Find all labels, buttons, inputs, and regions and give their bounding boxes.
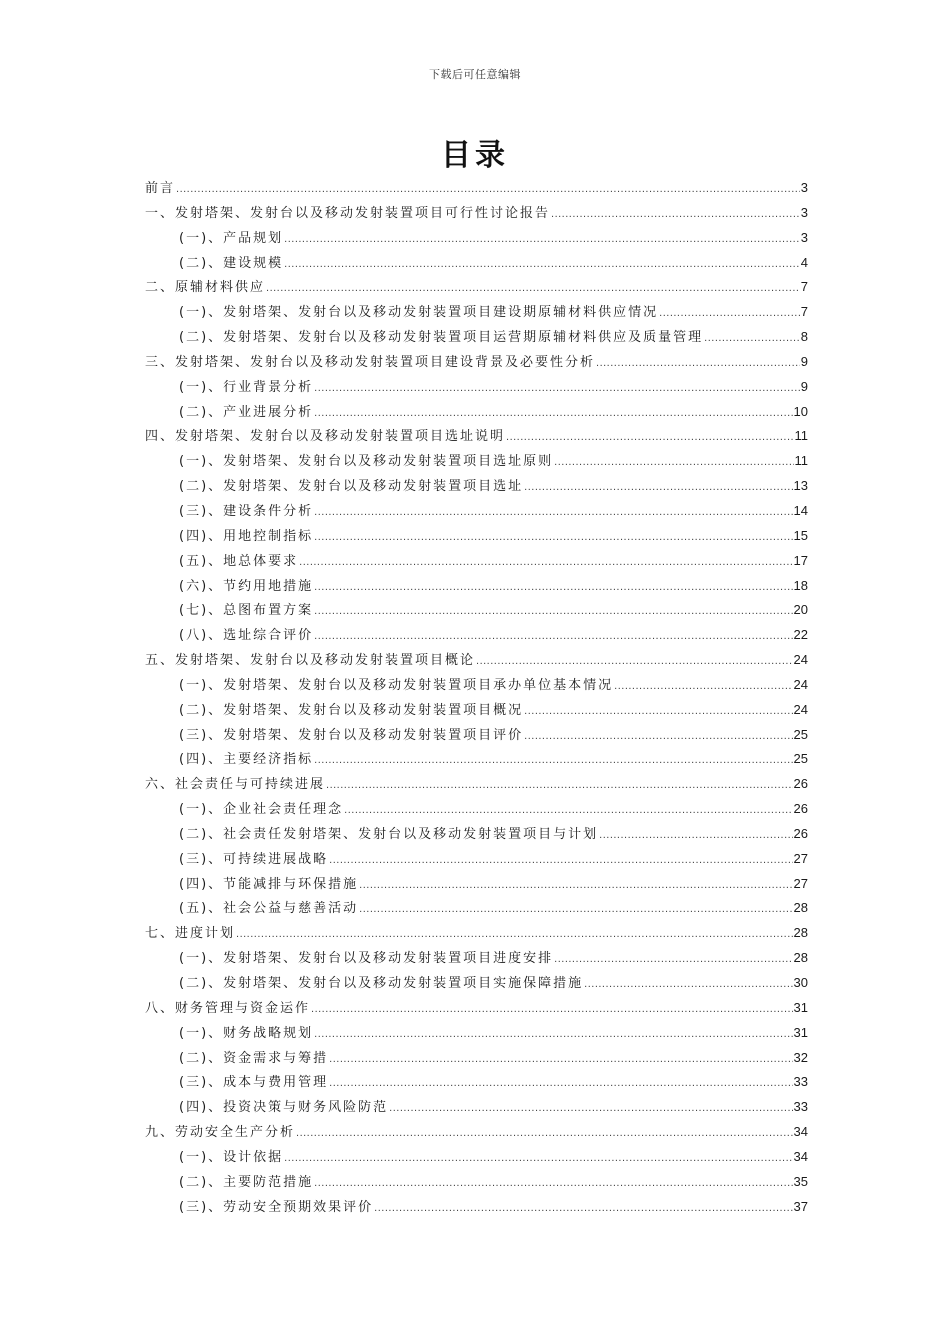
toc-entry-page: 26 — [793, 825, 808, 841]
toc-dot-leader — [329, 848, 792, 873]
toc-dot-leader — [344, 798, 792, 823]
toc-entry[interactable] — [145, 698, 808, 723]
toc-entry-label: 前言 — [145, 181, 176, 196]
toc-entry-page: 11 — [794, 428, 808, 444]
toc-entry-page: 13 — [793, 478, 808, 494]
toc-entry-label: (三)、发射塔架、发射台以及移动发射装置项目评价 — [179, 727, 524, 743]
toc-entry-page: 25 — [793, 726, 808, 742]
toc-entry[interactable] — [145, 549, 808, 574]
toc-dot-leader — [599, 823, 792, 848]
toc-entry-label: 五、发射塔架、发射台以及移动发射装置项目概论 — [145, 653, 476, 669]
toc-entry[interactable] — [145, 996, 808, 1021]
toc-entry[interactable] — [145, 1046, 808, 1071]
toc-entry-page: 10 — [793, 403, 808, 419]
toc-entry-label: (一)、行业背景分析 — [179, 379, 314, 395]
toc-entry[interactable] — [145, 1195, 808, 1220]
toc-entry-page: 31 — [793, 1024, 808, 1040]
toc-dot-leader — [314, 500, 792, 525]
toc-entry[interactable] — [145, 772, 808, 797]
toc-entry-page: 33 — [793, 1099, 808, 1115]
toc-entry-page: 35 — [793, 1173, 808, 1189]
toc-entry[interactable] — [145, 251, 808, 276]
toc-dot-leader — [314, 525, 792, 550]
toc-entry[interactable] — [145, 921, 808, 946]
toc-entry[interactable] — [145, 424, 808, 449]
toc-entry-page: 34 — [793, 1148, 808, 1164]
toc-entry[interactable] — [145, 797, 808, 822]
toc-dot-leader — [284, 1146, 792, 1171]
toc-entry-page: 30 — [793, 975, 808, 990]
toc-dot-leader — [176, 177, 800, 202]
toc-entry-page: 9 — [800, 378, 808, 394]
toc-entry[interactable] — [145, 325, 808, 350]
toc-entry[interactable] — [145, 300, 808, 325]
toc-entry[interactable] — [145, 574, 808, 599]
toc-entry-page: 15 — [793, 527, 808, 543]
toc-entry[interactable] — [145, 896, 808, 921]
toc-entry[interactable] — [145, 648, 808, 673]
toc-entry[interactable] — [145, 1095, 808, 1120]
toc-entry[interactable] — [145, 1070, 808, 1095]
toc-entry-label: 四、发射塔架、发射台以及移动发射装置项目选址说明 — [145, 429, 506, 445]
toc-dot-leader — [314, 575, 792, 600]
toc-dot-leader — [614, 674, 792, 699]
toc-entry-label: (三)、可持续进展战略 — [179, 851, 329, 867]
toc-entry-label: (七)、总图布置方案 — [179, 603, 314, 619]
toc-entry[interactable] — [145, 375, 808, 400]
toc-entry[interactable] — [145, 822, 808, 847]
toc-dot-leader — [314, 1022, 792, 1047]
toc-entry-label: (三)、建设条件分析 — [179, 503, 314, 519]
toc-entry[interactable] — [145, 275, 808, 300]
toc-dot-leader — [524, 475, 792, 500]
toc-entry-label: 二、原辅材料供应 — [145, 280, 266, 296]
toc-entry-label: (四)、节能减排与环保措施 — [179, 876, 359, 892]
toc-entry-label: (三)、成本与费用管理 — [179, 1075, 329, 1091]
toc-dot-leader — [299, 550, 792, 575]
toc-entry-page: 8 — [800, 329, 808, 345]
toc-entry[interactable] — [145, 598, 808, 623]
toc-dot-leader — [314, 599, 792, 624]
toc-entry-label: (一)、发射塔架、发射台以及移动发射装置项目选址原则 — [179, 454, 554, 470]
toc-entry-page: 4 — [800, 254, 808, 270]
toc-entry-page: 32 — [793, 1049, 808, 1065]
toc-entry-page: 14 — [793, 502, 808, 518]
toc-entry[interactable] — [145, 449, 808, 474]
toc-entry-label: (一)、发射塔架、发射台以及移动发射装置项目承办单位基本情况 — [179, 677, 614, 693]
toc-entry-label: 六、社会责任与可持续进展 — [145, 777, 326, 793]
toc-dot-leader — [524, 699, 792, 724]
toc-dot-leader — [314, 624, 792, 649]
toc-entry-page: 7 — [800, 279, 808, 295]
toc-entry-label: 九、劳动安全生产分析 — [145, 1125, 296, 1141]
toc-entry-page: 24 — [793, 652, 808, 668]
toc-entry-label: (三)、劳动安全预期效果评价 — [179, 1199, 374, 1215]
toc-entry[interactable] — [145, 201, 808, 226]
toc-entry-label: (一)、设计依据 — [179, 1149, 284, 1165]
toc-title: 目录 — [441, 138, 509, 173]
toc-dot-leader — [554, 450, 793, 475]
toc-entry-page: 3 — [800, 229, 808, 245]
toc-dot-leader — [389, 1096, 792, 1121]
toc-dot-leader — [314, 748, 792, 773]
toc-entry-label: (四)、主要经济指标 — [179, 752, 314, 768]
toc-entry-label: (二)、产业进展分析 — [179, 404, 314, 420]
toc-entry[interactable] — [145, 176, 808, 201]
toc-entry[interactable] — [145, 350, 808, 375]
toc-dot-leader — [329, 1071, 792, 1096]
toc-entry[interactable] — [145, 1145, 808, 1170]
toc-entry[interactable] — [145, 524, 808, 549]
toc-entry-label: 三、发射塔架、发射台以及移动发射装置项目建设背景及必要性分析 — [145, 354, 596, 370]
toc-dot-leader — [311, 997, 793, 1022]
toc-dot-leader — [524, 724, 792, 749]
toc-dot-leader — [506, 425, 793, 450]
toc-dot-leader — [584, 972, 792, 997]
toc-dot-leader — [359, 897, 792, 922]
toc-entry-page: 26 — [793, 776, 808, 792]
toc-dot-leader — [326, 773, 793, 798]
toc-entry-label: (二)、发射塔架、发射台以及移动发射装置项目实施保障措施 — [179, 976, 584, 991]
toc-dot-leader — [554, 947, 792, 972]
toc-dot-leader — [284, 252, 800, 277]
toc-dot-leader — [266, 276, 800, 301]
toc-entry-label: (五)、地总体要求 — [179, 553, 299, 569]
toc-dot-leader — [284, 227, 800, 252]
toc-entry-page: 22 — [793, 627, 808, 643]
toc-entry-page: 7 — [800, 304, 808, 320]
toc-dot-leader — [551, 202, 800, 227]
toc-dot-leader — [476, 649, 793, 674]
toc-entry[interactable] — [145, 400, 808, 425]
toc-entry-label: (八)、选址综合评价 — [179, 628, 314, 644]
toc-entry-page: 18 — [793, 577, 808, 593]
toc-entry-page: 26 — [793, 801, 808, 817]
toc-entry-label: (二)、建设规模 — [179, 255, 284, 271]
toc-entry-page: 34 — [793, 1124, 808, 1140]
toc-dot-leader — [314, 376, 800, 401]
toc-entry-page: 28 — [793, 900, 808, 916]
toc-entry-page: 28 — [793, 925, 808, 941]
toc-entry-label: (二)、发射塔架、发射台以及移动发射装置项目运营期原辅材料供应及质量管理 — [179, 330, 704, 346]
toc-entry-page: 24 — [793, 701, 808, 717]
toc-entry-page: 3 — [800, 204, 808, 220]
toc-dot-leader — [359, 873, 792, 898]
toc-entry-page: 27 — [793, 875, 808, 891]
toc-entry-label: (一)、发射塔架、发射台以及移动发射装置项目建设期原辅材料供应情况 — [179, 305, 659, 321]
toc-entry-label: (四)、用地控制指标 — [179, 528, 314, 544]
toc-entry-label: (一)、财务战略规划 — [179, 1025, 314, 1041]
toc-entry-label: (二)、资金需求与筹措 — [179, 1050, 329, 1066]
toc-entry-label: (二)、主要防范措施 — [179, 1174, 314, 1190]
toc-entry-page: 17 — [793, 552, 808, 568]
toc-entry[interactable] — [145, 1170, 808, 1195]
toc-entry[interactable] — [145, 499, 808, 524]
header-note: 下载后可任意编辑 — [429, 68, 521, 81]
toc-dot-leader — [314, 1171, 792, 1196]
toc-entry[interactable] — [145, 946, 808, 971]
toc-entry-page: 20 — [793, 602, 808, 618]
toc-dot-leader — [596, 351, 800, 376]
toc-entry[interactable] — [145, 747, 808, 772]
toc-entry[interactable] — [145, 723, 808, 748]
toc-entry-page: 28 — [793, 950, 808, 966]
toc-entry-label: (一)、企业社会责任理念 — [179, 802, 344, 818]
toc-entry-page: 3 — [800, 180, 808, 195]
toc-dot-leader — [374, 1196, 792, 1221]
toc-entry-page: 24 — [793, 676, 808, 692]
toc-entry[interactable] — [145, 673, 808, 698]
toc-entry-label: (五)、社会公益与慈善活动 — [179, 901, 359, 917]
toc-entry-label: (二)、发射塔架、发射台以及移动发射装置项目选址 — [179, 479, 524, 495]
toc-entry[interactable] — [145, 226, 808, 251]
toc-entry-label: (六)、节约用地措施 — [179, 578, 314, 594]
toc-entry-label: 八、财务管理与资金运作 — [145, 1000, 311, 1016]
toc-entry-label: (四)、投资决策与财务风险防范 — [179, 1100, 389, 1116]
toc-entry-page: 27 — [793, 850, 808, 866]
toc-entry[interactable] — [145, 474, 808, 499]
toc-entry-page: 31 — [793, 999, 808, 1015]
toc-entry-label: 一、发射塔架、发射台以及移动发射装置项目可行性讨论报告 — [145, 205, 551, 221]
toc-entry[interactable] — [145, 1021, 808, 1046]
toc-dot-leader — [296, 1121, 793, 1146]
toc-entry-page: 33 — [793, 1074, 808, 1090]
toc-dot-leader — [704, 326, 800, 351]
toc-entry[interactable] — [145, 847, 808, 872]
toc-entry[interactable] — [145, 1120, 808, 1145]
toc-entry[interactable] — [145, 872, 808, 897]
toc-entry-label: (二)、社会责任发射塔架、发射台以及移动发射装置项目与计划 — [179, 826, 599, 842]
toc-dot-leader — [236, 922, 793, 947]
toc-dot-leader — [329, 1047, 792, 1072]
toc-entry-label: (一)、产品规划 — [179, 230, 284, 246]
toc-entry-page: 25 — [793, 751, 808, 767]
toc-dot-leader — [314, 401, 792, 426]
toc-entry[interactable] — [145, 623, 808, 648]
table-of-contents — [145, 176, 808, 1219]
toc-entry-label: (一)、发射塔架、发射台以及移动发射装置项目进度安排 — [179, 951, 554, 967]
toc-entry-label: (二)、发射塔架、发射台以及移动发射装置项目概况 — [179, 702, 524, 718]
toc-entry-page: 37 — [793, 1198, 808, 1214]
toc-entry[interactable] — [145, 971, 808, 996]
toc-dot-leader — [659, 301, 800, 326]
toc-entry-page: 9 — [800, 353, 808, 369]
toc-entry-page: 11 — [794, 453, 808, 469]
toc-entry-label: 七、进度计划 — [145, 926, 236, 942]
